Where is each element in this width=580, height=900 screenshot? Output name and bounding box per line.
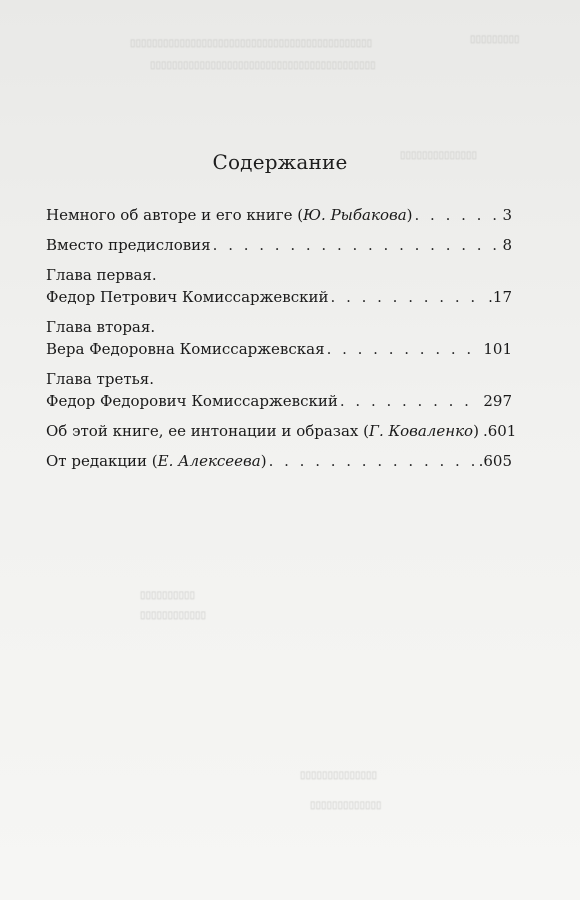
toc-page-number: 297 [483, 392, 512, 410]
toc-entry [46, 450, 512, 472]
bleed-through-text: ▯▯▯▯▯▯▯▯▯▯ [140, 590, 196, 601]
toc-entry-title: Об этой книге, ее интонации и образах (Г. Коваленко) [46, 422, 479, 440]
toc-entry [46, 234, 512, 256]
toc-line [46, 234, 512, 256]
toc-line [46, 420, 517, 442]
leader-dots [327, 338, 482, 360]
toc-entry [46, 368, 512, 412]
toc-line [46, 204, 512, 226]
toc-entry-title: Федор Федорович Комиссаржевский [46, 392, 338, 410]
toc-title: Содержание [212, 150, 348, 174]
toc-entry-title: Федор Петрович Комиссаржевский [46, 288, 329, 306]
toc-line [46, 390, 512, 412]
bleed-through-text: ▯▯▯▯▯▯▯▯▯▯▯▯▯▯ [300, 770, 378, 781]
leader-dots [213, 234, 501, 256]
toc-entry-author: Г. Коваленко [369, 422, 474, 440]
leader-dots [415, 204, 501, 226]
toc-entry-title: Вера Федоровна Комиссаржевская [46, 340, 325, 358]
toc-entry-title: Немного об авторе и его книге (Ю. Рыбакова) [46, 206, 413, 224]
bleed-through-text: ▯▯▯▯▯▯▯▯▯▯▯▯▯ [310, 800, 382, 811]
bleed-through-text: ▯▯▯▯▯▯▯▯▯▯▯▯▯▯▯▯▯▯▯▯▯▯▯▯▯▯▯▯▯▯▯▯▯▯▯▯▯▯▯▯▯▯▯▯ [130, 38, 373, 49]
toc-entry-title: От редакции (Е. Алексеева) [46, 452, 267, 470]
bleed-through-text: ▯▯▯▯▯▯▯▯▯▯▯▯▯▯▯▯▯▯▯▯▯▯▯▯▯▯▯▯▯▯▯▯▯▯▯▯▯▯▯▯▯ [150, 60, 376, 71]
toc-entry [46, 264, 512, 308]
bleed-through-text: ▯▯▯▯▯▯▯▯▯ [470, 34, 520, 45]
toc-chapter-heading: Глава третья. [46, 370, 155, 388]
bleed-through-text: ▯▯▯▯▯▯▯▯▯▯▯▯▯▯ [400, 150, 478, 161]
toc-line [46, 450, 512, 472]
toc-entry [46, 204, 512, 226]
toc-line [46, 286, 512, 308]
toc-chapter-heading: Глава вторая. [46, 318, 156, 336]
toc-page-number: 8 [502, 236, 512, 254]
toc-entry-author: Е. Алексеева [157, 452, 261, 470]
toc-page-number: 3 [502, 206, 512, 224]
toc-line [46, 338, 512, 360]
toc-entry [46, 420, 517, 442]
table-of-contents [46, 204, 517, 480]
toc-page-number: 101 [483, 340, 512, 358]
toc-page-number: .601 [482, 422, 517, 440]
leader-dots [340, 390, 481, 412]
leader-dots [269, 450, 477, 472]
toc-entry [46, 316, 512, 360]
bleed-through-text: ▯▯▯▯▯▯▯▯▯▯▯▯ [140, 610, 207, 621]
toc-entry-author: Ю. Рыбакова [303, 206, 407, 224]
toc-page-number: .17 [488, 288, 512, 306]
toc-chapter-heading: Глава первая. [46, 266, 157, 284]
toc-entry-title: Вместо предисловия [46, 236, 211, 254]
toc-page-number: .605 [478, 452, 512, 470]
leader-dots [331, 286, 487, 308]
